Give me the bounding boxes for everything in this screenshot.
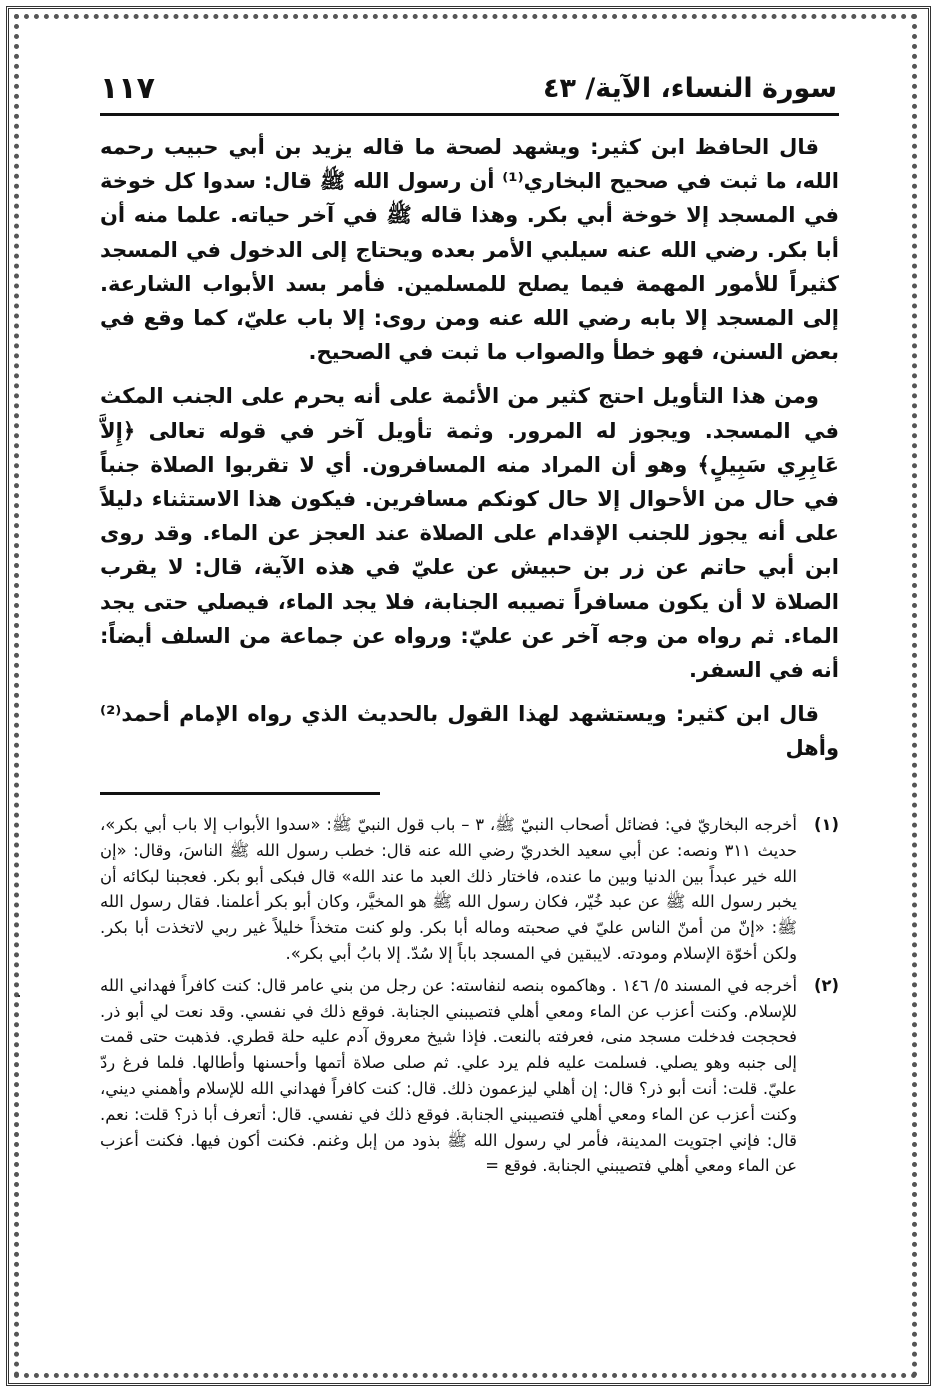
page-number: ١١٧ xyxy=(100,70,155,106)
footnote-number: (١) xyxy=(813,815,839,834)
paragraph: ومن هذا التأويل احتج كثير من الأئمة على أنه يحرم على الجنب المكث في المسجد. ويجوز له المرور. وثمة تأويل آخر في قوله تعالى ﴿إِلاَّ عَابِرِي سَبِيلٍ﴾ وهو أن المراد منه المسافرون. أي لا تقربوا الصلاة جنباً في حال من الأحوال إلا حال كونكم مسافرين. فيكون هذا الاستثناء دليلاً على أنه يجوز للجنب الإقدام على الصلاة عند العجز عن الماء. وقد روى ابن أبي حاتم عن زر بن حبيش عن عليّ في هذه الآية، قال: لا يقرب الصلاة لا أن يكون مسافراً تصيبه الجنابة، فلا يجد الماء، فيصلي حتى يجد الماء. ثم رواه من وجه آخر عن عليّ: ورواه عن جماعة من السلف أيضاً: أنه في السفر. xyxy=(100,384,839,683)
running-title: سورة النساء، الآية/ ٤٣ xyxy=(543,72,837,104)
footnote-text: أخرجه البخاريّ في: فضائل أصحاب النبيّ ﷺ، ٣ – باب قول النبيّ ﷺ: «سدوا الأبواب إلا باب أبي بكر»، حديث ٣١١ ونصه: عن أبي سعيد الخدريّ رضي الله عنه قال: خطب رسول الله ﷺ الناسَ، وقال: «إن الله خير عبداً بين الدنيا وبين ما عنده، فاختار ذلك العبد ما عند الله» قال فبكى أبو بكر. فعجبنا لبكائه أن يخبر رسول الله ﷺ عن عبد خُيّر، فكان رسول الله ﷺ هو المخيَّر، وكان أبو بكر أعلمنا. فقال رسول الله ﷺ: «إنّ من أمنّ الناس عليّ في صحبته وماله أبا بكر. ولو كنت متخذاً خليلاً غير ربي لاتخذت أبا بكر. ولكن أخوّة الإسلام ومودته. لايبقين في المسجد باباً إلا سُدّ. إلا بابُ أبي بكر». xyxy=(100,815,798,963)
footnote-rule xyxy=(100,792,380,795)
margin-mark xyxy=(18,995,20,997)
footnote xyxy=(100,973,839,1179)
footnotes xyxy=(100,812,839,1185)
paragraph: قال ابن كثير: ويستشهد لهذا القول بالحديث الذي رواه الإمام أحمد⁽²⁾ وأهل xyxy=(100,702,839,761)
footnote-number: (٢) xyxy=(813,975,839,995)
header-rule xyxy=(100,113,839,116)
footnote xyxy=(100,812,839,967)
main-text xyxy=(100,130,839,776)
footnote-text: أخرجه في المسند ٥/ ١٤٦ . وهاكموه بنصه لنفاسته: عن رجل من بني عامر قال: كنت كافراً فهداني الله للإسلام. وكنت أعزب عن الماء ومعي أهلي فتصيبني الجنابة. فوقع ذلك في نفسي. وقد نعت لي أبو ذر. فحججت فدخلت مسجد منى، فعرفته بالنعت. فإذا شيخ معروق آدم عليه حلة قطري. فذهبت حتى قمت إلى جنبه وهو يصلي. فسلمت عليه فلم يرد علي. ثم صلى صلاة أتمها وأحسنها وأطالها. فلما فرغ ردّ عليّ. قلت: أنت أبو ذر؟ قال: إن أهلي ليزعمون ذلك. قال: كنت كافراً فهداني الله للإسلام وأهمني ديني، وكنت أعزب عن الماء ومعي أهلي فتصيبني الجنابة. فوقع ذلك في نفسي. قال: أتعرف أبا ذر؟ قلت: نعم. قال: فإني اجتويت المدينة، فأمر لي رسول الله ﷺ بذود من إبل وغنم. فكنت أكون فيها. فكنت أعزب عن الماء ومعي أهلي فتصيبني الجنابة. فوقع = xyxy=(100,975,798,1176)
paragraph: قال الحافظ ابن كثير: ويشهد لصحة ما قاله يزيد بن أبي حبيب رحمه الله، ما ثبت في صحيح البخاري⁽¹⁾ أن رسول الله ﷺ قال: سدوا كل خوخة في المسجد إلا خوخة أبي بكر. وهذا قاله ﷺ في آخر حياته. علما منه أن أبا بكر. رضي الله عنه سيلبي الأمر بعده ويحتاج إلى الدخول في المسجد كثيراً للأمور المهمة فيما يصلح للمسلمين. فأمر بسد الأبواب الشارعة. إلى المسجد إلا بابه رضي الله عنه ومن روى: إلا باب عليّ، كما وقع في بعض السنن، فهو خطأ والصواب ما ثبت في الصحيح. xyxy=(100,135,839,365)
page-header xyxy=(100,68,837,108)
